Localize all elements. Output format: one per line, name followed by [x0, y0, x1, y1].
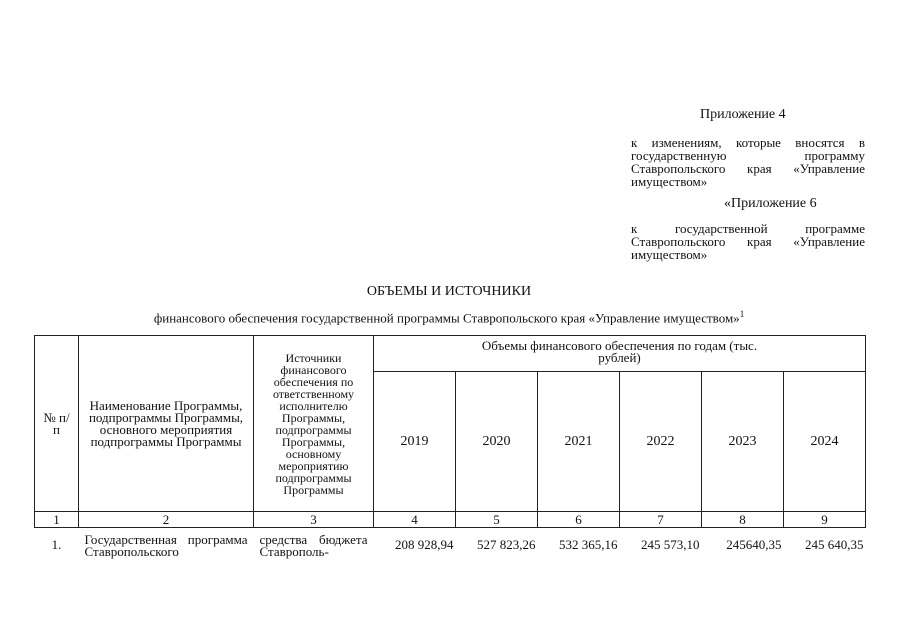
- subtitle-text: финансового обеспечения государственной программы Ставропольского края «Управление имуществом»: [153, 310, 740, 326]
- row-source: средства бюджета Ставрополь-: [254, 528, 374, 562]
- annex-text: к изменениям, которые вносятся в государственную программу Ставропольского края «Управление имуществом»: [631, 135, 865, 189]
- column-number: 8: [702, 512, 784, 528]
- header-source: Источники финансового обеспечения по ответственному исполнителю Программы, подпрограммы Программы, основному мероприятию подпрограммы Программы: [254, 336, 374, 512]
- subtitle-footnote: 1: [739, 309, 745, 319]
- row-value-2024: 245 640,35: [784, 528, 866, 562]
- header-year: 2020: [456, 372, 538, 512]
- annex2-title: «Приложение 6: [724, 196, 817, 211]
- row-value-2022: 245 573,10: [620, 528, 702, 562]
- row-value-2023: 245640,35: [702, 528, 784, 562]
- document-subtitle: [0, 309, 898, 326]
- header-number: № п/п: [35, 336, 79, 512]
- row-value-2020: 527 823,26: [456, 528, 538, 562]
- column-number: 3: [254, 512, 374, 528]
- header-year: 2021: [538, 372, 620, 512]
- column-number: 9: [784, 512, 866, 528]
- column-number: 6: [538, 512, 620, 528]
- funding-table: [34, 335, 866, 562]
- document-title: ОБЪЕМЫ И ИСТОЧНИКИ: [366, 284, 532, 299]
- row-value-2019: 208 928,94: [374, 528, 456, 562]
- row-name: Государственная программа Ставропольского: [79, 528, 254, 562]
- header-year: 2019: [374, 372, 456, 512]
- column-number: 5: [456, 512, 538, 528]
- header-name: Наименование Программы, подпрограммы Программы, основного мероприятия подпрограммы Программы: [79, 336, 254, 512]
- column-number: 4: [374, 512, 456, 528]
- column-number: 1: [35, 512, 79, 528]
- annex-title: Приложение 4: [700, 107, 786, 122]
- annex2-text: к государственной программе Ставропольского края «Управление имуществом»: [631, 221, 865, 262]
- column-number: 2: [79, 512, 254, 528]
- header-year: 2022: [620, 372, 702, 512]
- row-value-2021: 532 365,16: [538, 528, 620, 562]
- row-number: 1.: [35, 528, 79, 562]
- header-year: 2024: [784, 372, 866, 512]
- header-year: 2023: [702, 372, 784, 512]
- column-number: 7: [620, 512, 702, 528]
- header-volumes: Объемы финансового обеспечения по годам (тыс. рублей): [374, 336, 866, 372]
